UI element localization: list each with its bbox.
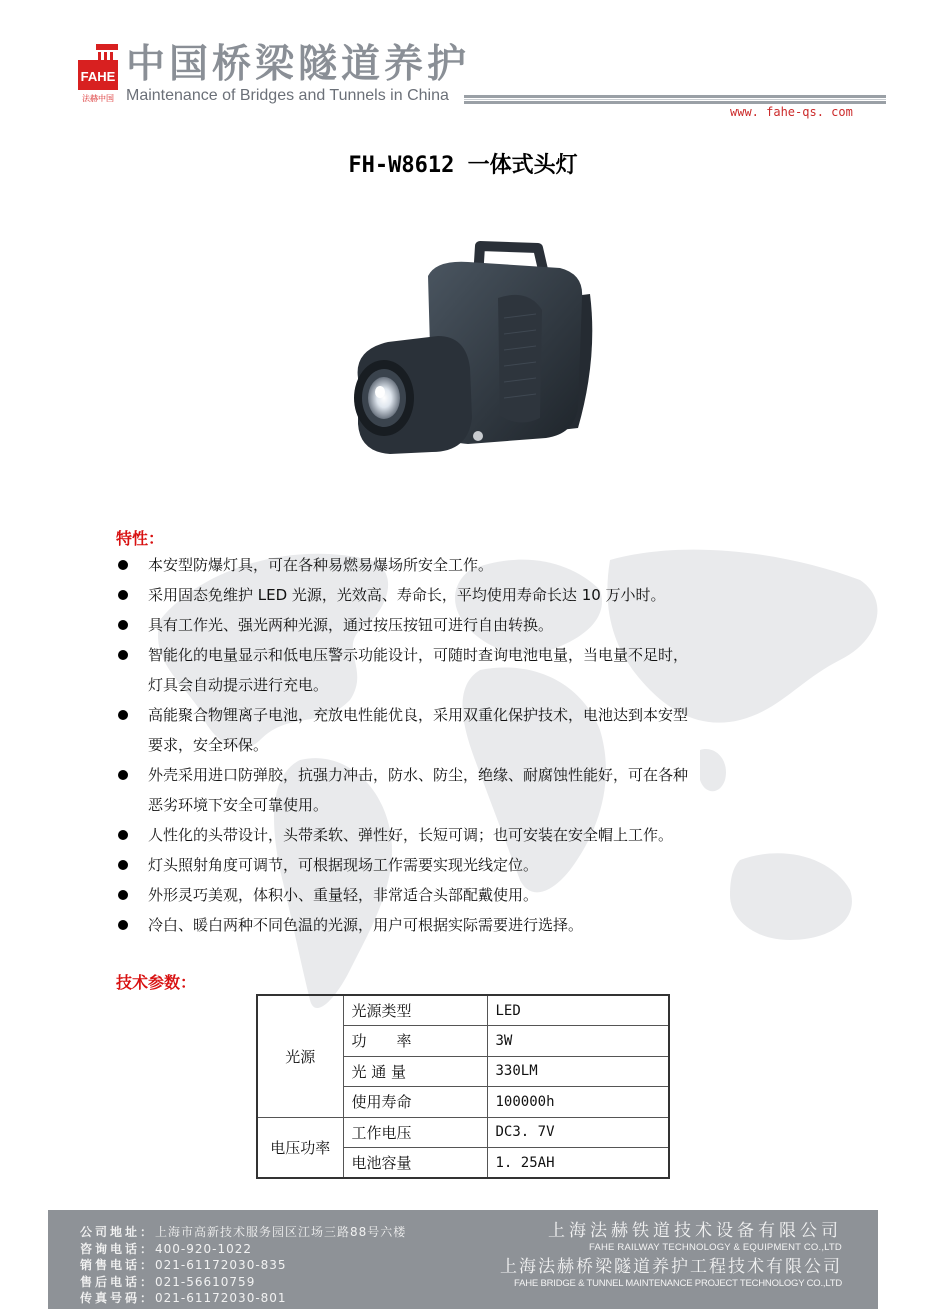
spec-value: DC3. 7V [487,1117,669,1148]
spec-param: 光源类型 [343,995,487,1026]
product-title: FH-W8612 一体式头灯 [348,153,578,178]
bullet-icon [118,770,128,780]
spec-value: 1. 25AH [487,1148,669,1179]
company-names [500,1220,842,1290]
contact-address: 公司地址：上海市高新技术服务园区江场三路88号六楼 [80,1225,407,1239]
company1-cn: 上海法赫铁道技术设备有限公司 [548,1221,842,1241]
headlamp-image [328,238,618,470]
bullet-icon [118,560,128,570]
spec-group-label: 电压功率 [257,1117,343,1178]
spec-group-label: 光源 [257,995,343,1117]
list-item: 具有工作光、强光两种光源，通过按压按钮可进行自由转换。 [116,610,826,640]
page-footer [48,1210,878,1309]
bullet-icon [118,710,128,720]
spec-param: 电池容量 [343,1148,487,1179]
logo-subtext: 法赫中国 [82,94,114,103]
specs-table [256,994,670,1179]
specs-heading: 技术参数： [116,973,197,992]
bullet-icon [118,830,128,840]
contact-hotline: 咨询电话：400-920-1022 [80,1241,253,1256]
company-logo [76,44,120,104]
brand-title-cn: 中国桥梁隧道养护 [126,42,471,87]
contact-info [80,1224,406,1307]
spec-value: 3W [487,1026,669,1057]
spec-param: 使用寿命 [343,1087,487,1118]
spec-param: 光 通 量 [343,1056,487,1087]
contact-fax: 传真号码：021-61172030-801 [80,1291,287,1305]
brand-title-en: Maintenance of Bridges and Tunnels in China [126,87,449,104]
company2-cn: 上海法赫桥梁隧道养护工程技术有限公司 [500,1257,842,1277]
list-item: 本安型防爆灯具，可在各种易燃易爆场所安全工作。 [116,550,826,580]
bullet-icon [118,650,128,660]
spec-value: 330LM [487,1056,669,1087]
features-list [116,550,826,940]
bullet-icon [118,590,128,600]
table-row [257,995,669,1026]
features-heading: 特性： [116,529,165,548]
list-item: 外壳采用进口防弹胶，抗强力冲击，防水、防尘，绝缘、耐腐蚀性能好，可在各种 恶劣环境下安全可靠使用。 [116,760,826,820]
list-item: 采用固态免维护 LED 光源，光效高、寿命长，平均使用寿命长达 10 万小时。 [116,580,826,610]
contact-sales: 销售电话：021-61172030-835 [80,1258,287,1272]
contact-service: 售后电话：021-56610759 [80,1274,256,1289]
company1-en: FAHE RAILWAY TECHNOLOGY & EQUIPMENT CO.,LTD [588,1242,842,1253]
spec-param: 功 率 [343,1026,487,1057]
list-item: 冷白、暖白两种不同色温的光源，用户可根据实际需要进行选择。 [116,910,826,940]
list-item: 灯头照射角度可调节，可根据现场工作需要实现光线定位。 [116,850,826,880]
list-item: 智能化的电量显示和低电压警示功能设计，可随时查询电池电量，当电量不足时， 灯具会自动提示进行充电。 [116,640,826,700]
bullet-icon [118,920,128,930]
list-item: 外形灵巧美观，体积小、重量轻，非常适合头部配戴使用。 [116,880,826,910]
bullet-icon [118,860,128,870]
header-divider [464,95,886,104]
website-url: www. fahe-qs. com [730,105,853,119]
spec-value: LED [487,995,669,1026]
logo-text: FAHE [80,69,116,84]
bullet-icon [118,620,128,630]
spec-param: 工作电压 [343,1117,487,1148]
list-item: 高能聚合物锂离子电池，充放电性能优良，采用双重化保护技术，电池达到本安型 要求，安全环保。 [116,700,826,760]
bullet-icon [118,890,128,900]
page-header [76,40,886,110]
company2-en: FAHE BRIDGE & TUNNEL MAINTENANCE PROJECT TECHNOLOGY CO.,LTD [514,1278,842,1289]
table-row [257,1117,669,1148]
list-item: 人性化的头带设计，头带柔软、弹性好，长短可调；也可安装在安全帽上工作。 [116,820,826,850]
spec-value: 100000h [487,1087,669,1118]
